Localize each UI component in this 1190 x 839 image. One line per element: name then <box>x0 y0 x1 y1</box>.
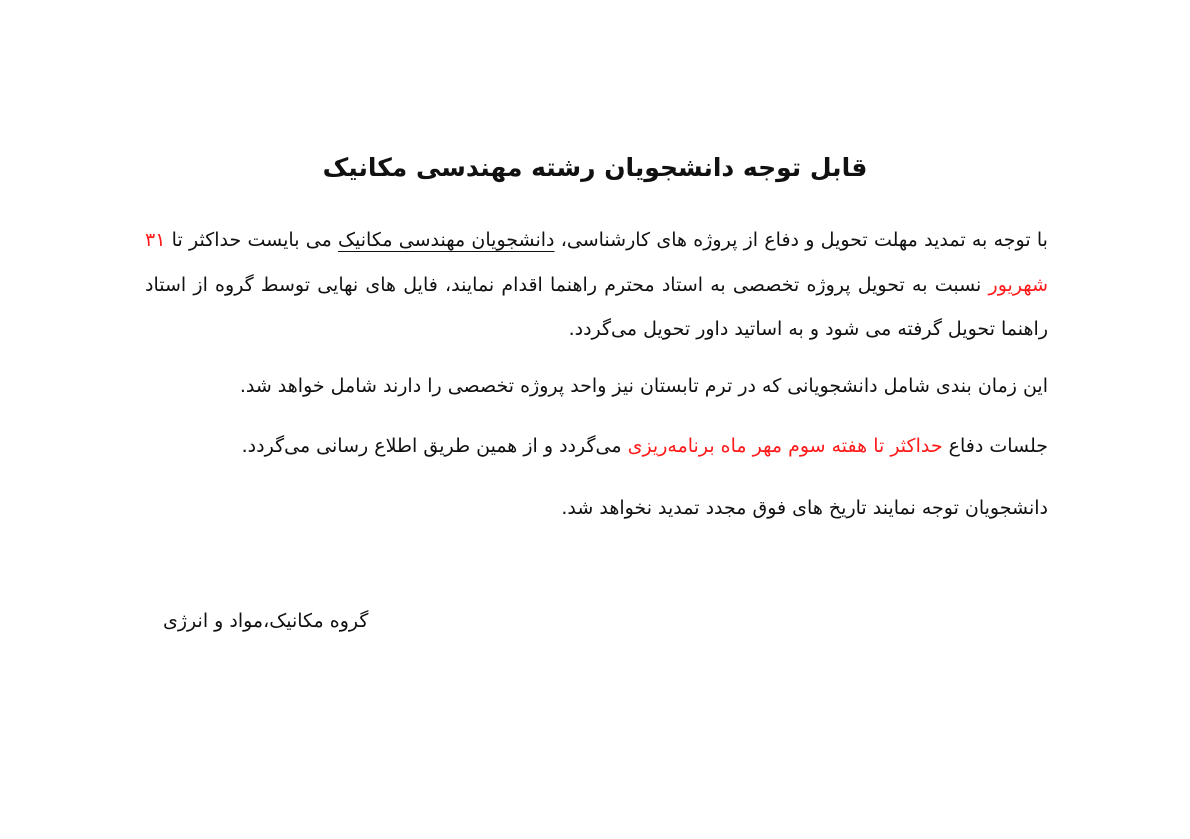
no-extension-paragraph: دانشجویان توجه نمایند تاریخ های فوق مجدد تمدید نخواهد شد. <box>561 497 1048 519</box>
defense-sessions-rest: می‌گردد و از همین طریق اطلاع رسانی می‌گردد. <box>241 435 628 457</box>
deadline-paragraph-mid: می بایست حداکثر تا <box>165 229 339 251</box>
document-title: قابل توجه دانشجویان رشته مهندسی مکانیک <box>322 153 868 182</box>
summer-term-paragraph: این زمان بندی شامل دانشجویانی که در ترم تابستان نیز واحد پروژه تخصصی را دارند شامل خواهد شد. <box>239 375 1048 397</box>
defense-sessions-intro: جلسات دفاع <box>942 435 1048 457</box>
defense-schedule-highlight: حداکثر تا هفته سوم مهر ماه برنامه‌ریزی <box>627 435 943 457</box>
defense-sessions-paragraph <box>145 428 1048 464</box>
deadline-paragraph-rest: نسبت به تحویل پروژه تخصصی به استاد محترم راهنما اقدام نمایند، فایل های نهایی توسط گروه از استاد راهنما تحویل گرفته می شود و به اساتید داور تحویل می‌گردد. <box>145 273 1048 340</box>
mechanical-students-link[interactable]: دانشجویان مهندسی مکانیک <box>338 229 555 251</box>
deadline-paragraph-intro: با توجه به تمدید مهلت تحویل و دفاع از پروژه های کارشناسی، <box>554 229 1048 251</box>
deadline-paragraph <box>145 218 1048 352</box>
department-signature: گروه مکانیک،مواد و انرژی <box>163 610 369 632</box>
deadline-date: ۳۱ شهریور <box>145 229 1048 296</box>
